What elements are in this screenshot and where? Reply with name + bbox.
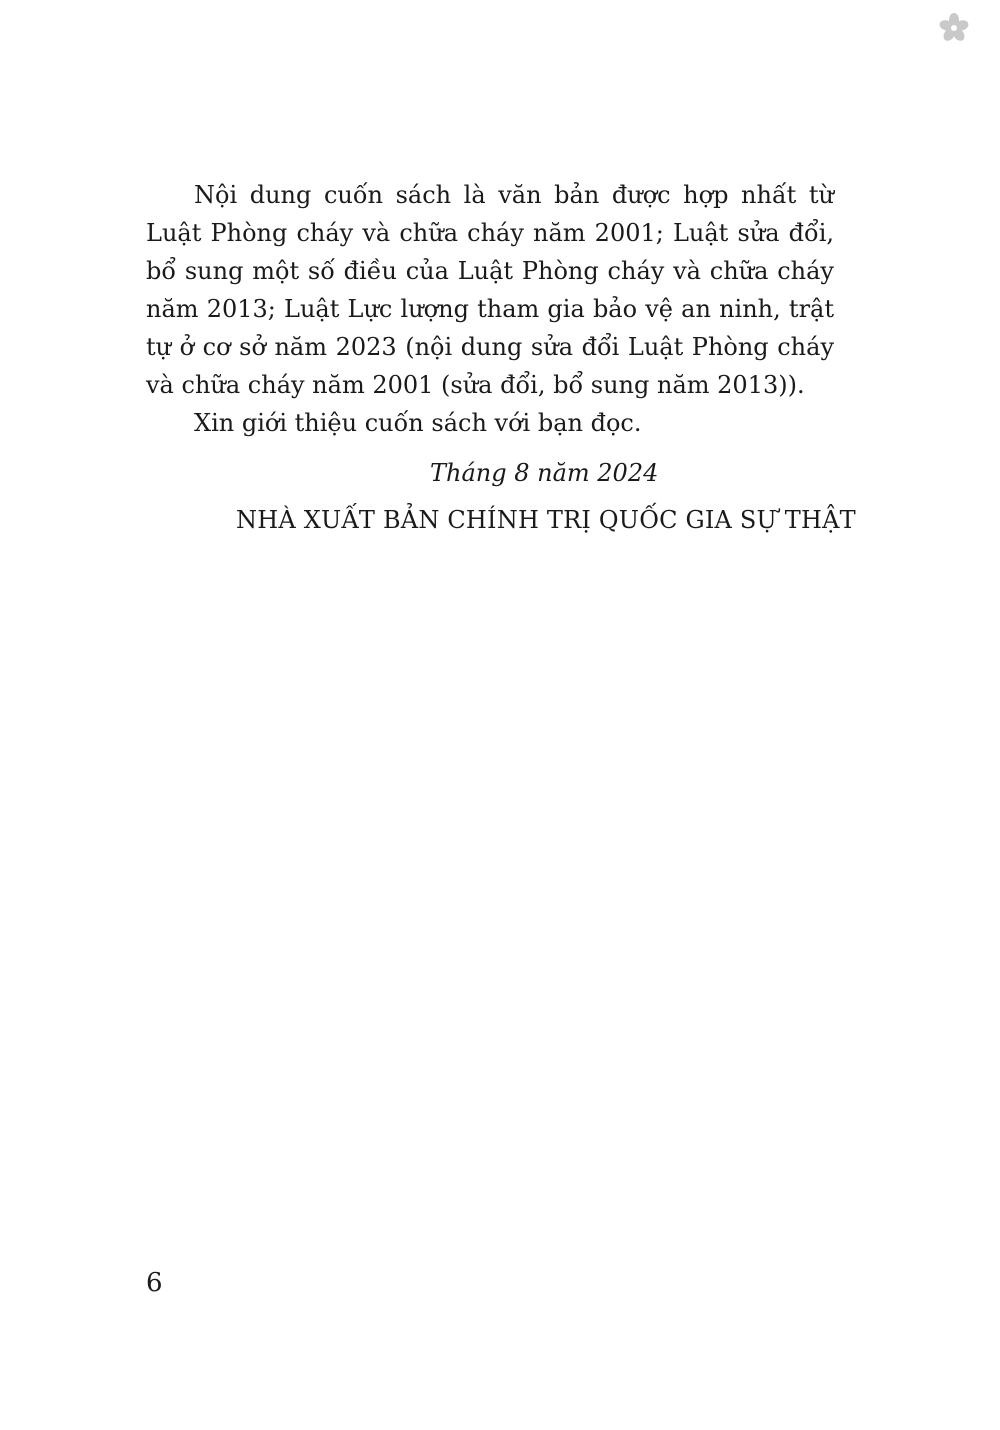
body-text (146, 176, 834, 442)
flower-ornament-icon (938, 12, 970, 44)
signature-date: Tháng 8 năm 2024 (430, 459, 659, 487)
paragraph-closing: Xin giới thiệu cuốn sách với bạn đọc. (194, 409, 642, 437)
paragraph-intro: Nội dung cuốn sách là văn bản được hợp nhất từ Luật Phòng cháy và chữa cháy năm 2001; Luật sửa đổi, bổ sung một số điều của Luật Phòng cháy và chữa cháy năm 2013; Luật Lực lượng tham gia bảo vệ an ninh, trật tự ở cơ sở năm 2023 (nội dung sửa đổi Luật Phòng cháy và chữa cháy năm 2001 (sửa đổi, bổ sung năm 2013)). (146, 181, 834, 399)
page-number: 6 (146, 1268, 163, 1298)
publisher-name: NHÀ XUẤT BẢN CHÍNH TRỊ QUỐC GIA SỰ THẬT (236, 506, 856, 534)
